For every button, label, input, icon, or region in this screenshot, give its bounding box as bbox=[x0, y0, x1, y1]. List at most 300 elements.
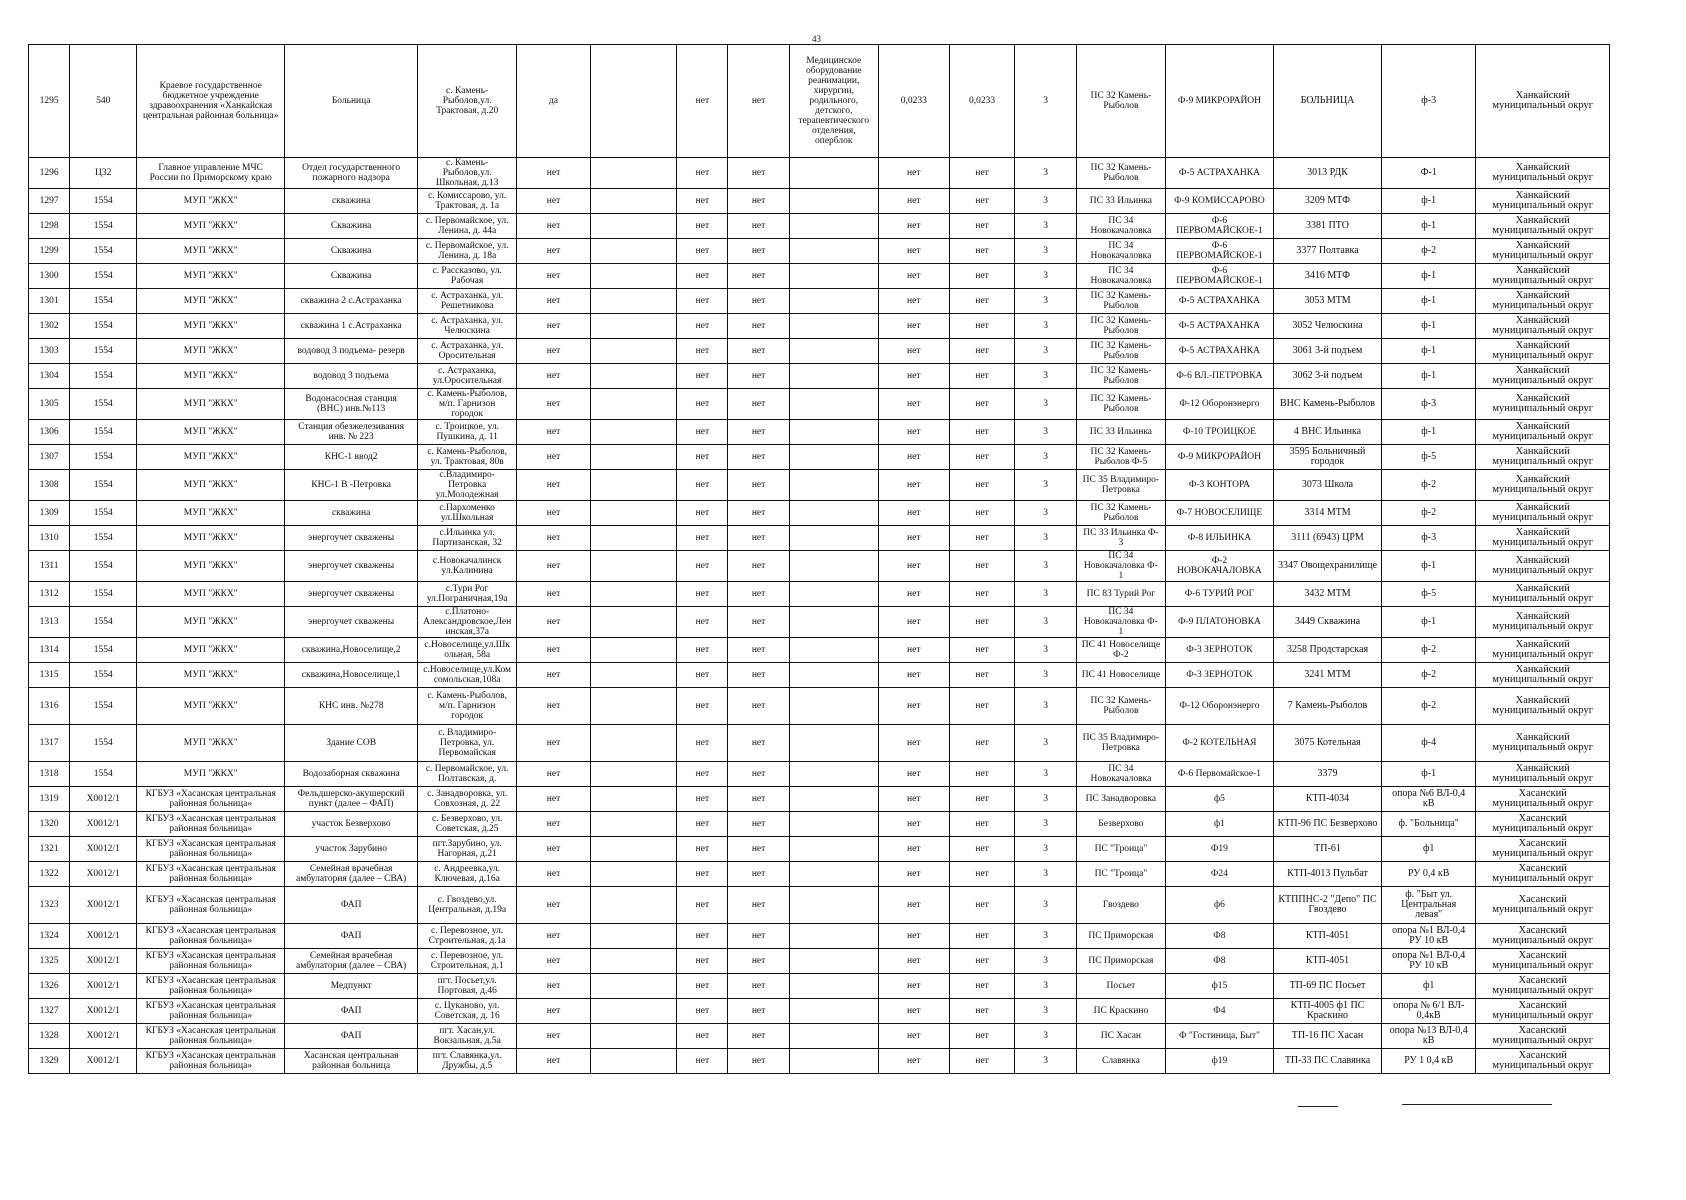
cell-value-1: нет bbox=[878, 974, 949, 999]
table-row bbox=[29, 339, 1610, 364]
cell-district: Ханкайский муниципальный округ bbox=[1476, 470, 1610, 501]
cell-row-number: 1298 bbox=[29, 214, 70, 239]
cell-substation: ПС 32 Камень- Рыболов bbox=[1076, 289, 1165, 314]
cell-col-9: нет bbox=[728, 289, 789, 314]
cell-row-number: 1306 bbox=[29, 420, 70, 445]
cell-transformer-point: КТП-4005 ф1 ПС Краскино bbox=[1273, 999, 1381, 1024]
cell-address: с.Тури Рог ул.Пограничная,19а bbox=[417, 582, 517, 607]
cell-transformer-point: ТП-33 ПС Славянка bbox=[1273, 1049, 1381, 1074]
cell-value-1: нет bbox=[878, 924, 949, 949]
table-row bbox=[29, 1024, 1610, 1049]
cell-value-2: нет bbox=[949, 949, 1015, 974]
cell-col-6: нет bbox=[517, 999, 590, 1024]
cell-substation: ПС 83 Турий Рог bbox=[1076, 582, 1165, 607]
cell-col-6: нет bbox=[517, 862, 590, 887]
cell-value-2: нет bbox=[949, 725, 1015, 762]
cell-col-7 bbox=[590, 862, 677, 887]
cell-feeder: Ф8 bbox=[1165, 924, 1273, 949]
cell-feeder: Ф-6 ПЕРВОМАЙСКОЕ-1 bbox=[1165, 264, 1273, 289]
cell-line: ф. "Быт ул. Центральная левая" bbox=[1382, 887, 1476, 924]
cell-transformer-point: БОЛЬНИЦА bbox=[1273, 45, 1381, 158]
cell-col-8: нет bbox=[677, 264, 728, 289]
cell-row-number: 1308 bbox=[29, 470, 70, 501]
cell-value-2: нет bbox=[949, 158, 1015, 189]
cell-transformer-point: КТППНС-2 "Депо" ПС Гвоздево bbox=[1273, 887, 1381, 924]
cell-organization: МУП "ЖКХ" bbox=[137, 389, 285, 420]
cell-value-1: нет bbox=[878, 638, 949, 663]
cell-col-7 bbox=[590, 364, 677, 389]
cell-row-number: 1309 bbox=[29, 501, 70, 526]
cell-object-name: Скважина bbox=[285, 214, 417, 239]
cell-col-7 bbox=[590, 339, 677, 364]
cell-col-8: нет bbox=[677, 999, 728, 1024]
cell-substation: ПС 35 Владимиро- Петровка bbox=[1076, 725, 1165, 762]
cell-col-7 bbox=[590, 638, 677, 663]
cell-district: Ханкайский муниципальный округ bbox=[1476, 339, 1610, 364]
table-row bbox=[29, 1049, 1610, 1074]
cell-value-1: нет bbox=[878, 239, 949, 264]
cell-row-number: 1323 bbox=[29, 887, 70, 924]
cell-district: Ханкайский муниципальный округ bbox=[1476, 264, 1610, 289]
cell-substation: ПС 32 Камень- Рыболов bbox=[1076, 688, 1165, 725]
cell-object-name: Фельдшерско-акушерский пункт (далее – ФАП) bbox=[285, 787, 417, 812]
cell-col-8: нет bbox=[677, 314, 728, 339]
cell-col-6: нет bbox=[517, 1049, 590, 1074]
cell-col-9: нет bbox=[728, 837, 789, 862]
cell-col-7 bbox=[590, 289, 677, 314]
cell-value-1: нет bbox=[878, 289, 949, 314]
cell-feeder: Ф-2 НОВОКАЧАЛОВКА bbox=[1165, 551, 1273, 582]
cell-organization: МУП "ЖКХ" bbox=[137, 582, 285, 607]
cell-transformer-point: ТП-69 ПС Посьет bbox=[1273, 974, 1381, 999]
cell-col-8: нет bbox=[677, 607, 728, 638]
cell-col-7 bbox=[590, 551, 677, 582]
cell-category: 3 bbox=[1015, 607, 1076, 638]
cell-col-8: нет bbox=[677, 762, 728, 787]
cell-value-2: нет bbox=[949, 762, 1015, 787]
cell-object-name: энергоучет скважены bbox=[285, 526, 417, 551]
cell-object-name: Скважина bbox=[285, 264, 417, 289]
cell-col-7 bbox=[590, 924, 677, 949]
cell-category: 3 bbox=[1015, 862, 1076, 887]
cell-value-2: нет bbox=[949, 239, 1015, 264]
cell-district: Ханкайский муниципальный округ bbox=[1476, 607, 1610, 638]
cell-col-7 bbox=[590, 887, 677, 924]
cell-category: 3 bbox=[1015, 812, 1076, 837]
cell-code: 1554 bbox=[70, 264, 137, 289]
cell-equipment bbox=[789, 887, 878, 924]
cell-col-9: нет bbox=[728, 949, 789, 974]
cell-substation: ПС 34 Новокачаловка bbox=[1076, 264, 1165, 289]
cell-col-8: нет bbox=[677, 501, 728, 526]
cell-object-name: водовод 3 подъема- резерв bbox=[285, 339, 417, 364]
cell-equipment bbox=[789, 924, 878, 949]
cell-address: с.Владимиро- Петровка ул.Молодежная bbox=[417, 470, 517, 501]
cell-value-1: нет bbox=[878, 862, 949, 887]
cell-district: Хасанский муниципальный округ bbox=[1476, 887, 1610, 924]
cell-organization: КГБУЗ «Хасанская центральная районная больница» bbox=[137, 1024, 285, 1049]
cell-row-number: 1328 bbox=[29, 1024, 70, 1049]
cell-organization: МУП "ЖКХ" bbox=[137, 501, 285, 526]
cell-address: с. Астраханка, ул. Решетникова bbox=[417, 289, 517, 314]
cell-object-name: ФАП bbox=[285, 1024, 417, 1049]
cell-row-number: 1319 bbox=[29, 787, 70, 812]
cell-address: с. Рассказово, ул. Рабочая bbox=[417, 264, 517, 289]
cell-feeder: Ф-6 Первомайское-1 bbox=[1165, 762, 1273, 787]
cell-value-1: нет bbox=[878, 1049, 949, 1074]
cell-organization: КГБУЗ «Хасанская центральная районная больница» bbox=[137, 924, 285, 949]
cell-col-9: нет bbox=[728, 999, 789, 1024]
cell-address: с. Цуканово, ул. Советская, д. 16 bbox=[417, 999, 517, 1024]
cell-col-9: нет bbox=[728, 264, 789, 289]
cell-row-number: 1311 bbox=[29, 551, 70, 582]
table-row bbox=[29, 663, 1610, 688]
cell-value-1: 0,0233 bbox=[878, 45, 949, 158]
cell-substation: ПС 33 Ильинка Ф- 3 bbox=[1076, 526, 1165, 551]
cell-col-7 bbox=[590, 501, 677, 526]
cell-col-6: нет bbox=[517, 364, 590, 389]
cell-col-7 bbox=[590, 999, 677, 1024]
cell-value-2: нет bbox=[949, 501, 1015, 526]
cell-feeder: Ф8 bbox=[1165, 949, 1273, 974]
cell-category: 3 bbox=[1015, 924, 1076, 949]
cell-equipment bbox=[789, 582, 878, 607]
cell-col-7 bbox=[590, 45, 677, 158]
cell-row-number: 1297 bbox=[29, 189, 70, 214]
cell-col-6: нет bbox=[517, 551, 590, 582]
cell-organization: Краевое государственное бюджетное учреждение здравоохранения «Ханкайская центральная районная больница» bbox=[137, 45, 285, 158]
cell-district: Ханкайский муниципальный округ bbox=[1476, 239, 1610, 264]
scan-artifact-line bbox=[1402, 1104, 1552, 1105]
cell-category: 3 bbox=[1015, 582, 1076, 607]
cell-substation: ПС 34 Новокачаловка Ф- 1 bbox=[1076, 607, 1165, 638]
table-row bbox=[29, 420, 1610, 445]
cell-feeder: ф1 bbox=[1165, 812, 1273, 837]
cell-feeder: Ф4 bbox=[1165, 999, 1273, 1024]
cell-line: ф-2 bbox=[1382, 663, 1476, 688]
cell-col-9: нет bbox=[728, 445, 789, 470]
cell-substation: Гвоздево bbox=[1076, 887, 1165, 924]
cell-value-2: нет bbox=[949, 812, 1015, 837]
table-body bbox=[29, 45, 1610, 1074]
cell-feeder: Ф-6 ТУРИЙ РОГ bbox=[1165, 582, 1273, 607]
cell-col-9: нет bbox=[728, 607, 789, 638]
cell-value-2: 0,0233 bbox=[949, 45, 1015, 158]
cell-organization: КГБУЗ «Хасанская центральная районная больница» bbox=[137, 949, 285, 974]
cell-substation: ПС Занадворовка bbox=[1076, 787, 1165, 812]
cell-value-2: нет bbox=[949, 688, 1015, 725]
cell-col-6: нет bbox=[517, 339, 590, 364]
cell-col-9: нет bbox=[728, 551, 789, 582]
cell-row-number: 1312 bbox=[29, 582, 70, 607]
cell-substation: ПС Хасан bbox=[1076, 1024, 1165, 1049]
cell-substation: Безверхово bbox=[1076, 812, 1165, 837]
cell-equipment bbox=[789, 787, 878, 812]
cell-category: 3 bbox=[1015, 638, 1076, 663]
cell-col-6: нет bbox=[517, 887, 590, 924]
cell-equipment bbox=[789, 314, 878, 339]
cell-value-2: нет bbox=[949, 1049, 1015, 1074]
cell-row-number: 1316 bbox=[29, 688, 70, 725]
cell-object-name: Скважина bbox=[285, 239, 417, 264]
cell-address: с. Андреевка,ул. Ключевая, д.16а bbox=[417, 862, 517, 887]
cell-col-9: нет bbox=[728, 924, 789, 949]
cell-organization: МУП "ЖКХ" bbox=[137, 289, 285, 314]
cell-equipment bbox=[789, 999, 878, 1024]
cell-feeder: Ф-6 ПЕРВОМАЙСКОЕ-1 bbox=[1165, 239, 1273, 264]
cell-row-number: 1299 bbox=[29, 239, 70, 264]
cell-address: с. Владимиро- Петровка, ул. Первомайская bbox=[417, 725, 517, 762]
cell-value-2: нет bbox=[949, 607, 1015, 638]
cell-value-1: нет bbox=[878, 526, 949, 551]
cell-category: 3 bbox=[1015, 189, 1076, 214]
cell-district: Хасанский муниципальный округ bbox=[1476, 924, 1610, 949]
cell-object-name: скважина 1 с.Астраханка bbox=[285, 314, 417, 339]
cell-code: 1554 bbox=[70, 688, 137, 725]
cell-line: ф-1 bbox=[1382, 762, 1476, 787]
cell-equipment bbox=[789, 762, 878, 787]
cell-transformer-point: 3416 МТФ bbox=[1273, 264, 1381, 289]
cell-code: 1554 bbox=[70, 663, 137, 688]
cell-col-8: нет bbox=[677, 239, 728, 264]
table-row bbox=[29, 189, 1610, 214]
cell-row-number: 1322 bbox=[29, 862, 70, 887]
cell-transformer-point: 3377 Полтавка bbox=[1273, 239, 1381, 264]
cell-line: ф-2 bbox=[1382, 638, 1476, 663]
cell-value-1: нет bbox=[878, 189, 949, 214]
cell-col-8: нет bbox=[677, 420, 728, 445]
cell-address: с. Комиссарово, ул. Трактовая, д. 1а bbox=[417, 189, 517, 214]
cell-row-number: 1313 bbox=[29, 607, 70, 638]
cell-equipment bbox=[789, 974, 878, 999]
cell-substation: ПС 32 Камень- Рыболов Ф-5 bbox=[1076, 445, 1165, 470]
cell-substation: Славянка bbox=[1076, 1049, 1165, 1074]
cell-district: Хасанский муниципальный округ bbox=[1476, 1049, 1610, 1074]
cell-line: ф-2 bbox=[1382, 501, 1476, 526]
cell-transformer-point: ВНС Камень-Рыболов bbox=[1273, 389, 1381, 420]
cell-substation: ПС 34 Новокачаловка Ф- 1 bbox=[1076, 551, 1165, 582]
table-row bbox=[29, 862, 1610, 887]
cell-address: с. Троицкое, ул. Пушкина, д. 11 bbox=[417, 420, 517, 445]
cell-col-8: нет bbox=[677, 45, 728, 158]
cell-line: ф-1 bbox=[1382, 364, 1476, 389]
cell-col-7 bbox=[590, 663, 677, 688]
cell-col-6: нет bbox=[517, 158, 590, 189]
cell-value-1: нет bbox=[878, 725, 949, 762]
cell-col-8: нет bbox=[677, 887, 728, 924]
cell-transformer-point: 3209 МТФ bbox=[1273, 189, 1381, 214]
cell-col-9: нет bbox=[728, 688, 789, 725]
cell-line: ф1 bbox=[1382, 837, 1476, 862]
cell-row-number: 1304 bbox=[29, 364, 70, 389]
cell-object-name: участок Безверхово bbox=[285, 812, 417, 837]
cell-line: ф-3 bbox=[1382, 45, 1476, 158]
cell-line: опора №1 ВЛ-0,4 РУ 10 кВ bbox=[1382, 924, 1476, 949]
cell-category: 3 bbox=[1015, 663, 1076, 688]
cell-organization: Главное управление МЧС России по Приморскому краю bbox=[137, 158, 285, 189]
cell-value-1: нет bbox=[878, 551, 949, 582]
cell-category: 3 bbox=[1015, 364, 1076, 389]
cell-organization: МУП "ЖКХ" bbox=[137, 688, 285, 725]
cell-row-number: 1329 bbox=[29, 1049, 70, 1074]
table-row bbox=[29, 526, 1610, 551]
cell-col-6: нет bbox=[517, 289, 590, 314]
cell-col-7 bbox=[590, 949, 677, 974]
cell-col-7 bbox=[590, 314, 677, 339]
cell-equipment bbox=[789, 1024, 878, 1049]
cell-category: 3 bbox=[1015, 239, 1076, 264]
cell-equipment bbox=[789, 607, 878, 638]
cell-value-2: нет bbox=[949, 582, 1015, 607]
cell-feeder: ф19 bbox=[1165, 1049, 1273, 1074]
cell-object-name: КНС инв. №278 bbox=[285, 688, 417, 725]
table-row bbox=[29, 688, 1610, 725]
cell-substation: ПС 33 Ильинка bbox=[1076, 420, 1165, 445]
cell-transformer-point: 3381 ПТО bbox=[1273, 214, 1381, 239]
cell-equipment bbox=[789, 837, 878, 862]
cell-row-number: 1302 bbox=[29, 314, 70, 339]
cell-feeder: Ф-5 АСТРАХАНКА bbox=[1165, 158, 1273, 189]
cell-organization: МУП "ЖКХ" bbox=[137, 364, 285, 389]
cell-value-1: нет bbox=[878, 887, 949, 924]
cell-equipment bbox=[789, 663, 878, 688]
cell-col-9: нет bbox=[728, 638, 789, 663]
cell-equipment bbox=[789, 389, 878, 420]
cell-equipment bbox=[789, 339, 878, 364]
cell-category: 3 bbox=[1015, 688, 1076, 725]
table-row bbox=[29, 158, 1610, 189]
table-row bbox=[29, 289, 1610, 314]
cell-organization: МУП "ЖКХ" bbox=[137, 314, 285, 339]
cell-substation: ПС 32 Камень- Рыболов bbox=[1076, 339, 1165, 364]
cell-value-1: нет bbox=[878, 607, 949, 638]
cell-value-1: нет bbox=[878, 762, 949, 787]
cell-feeder: Ф-2 КОТЕЛЬНАЯ bbox=[1165, 725, 1273, 762]
cell-district: Ханкайский муниципальный округ bbox=[1476, 214, 1610, 239]
cell-transformer-point: 3111 (6943) ЦРМ bbox=[1273, 526, 1381, 551]
cell-line: ф-1 bbox=[1382, 339, 1476, 364]
cell-col-7 bbox=[590, 189, 677, 214]
cell-district: Ханкайский муниципальный округ bbox=[1476, 364, 1610, 389]
cell-substation: ПС 32 Камень- Рыболов bbox=[1076, 389, 1165, 420]
cell-col-9: нет bbox=[728, 1049, 789, 1074]
cell-row-number: 1315 bbox=[29, 663, 70, 688]
cell-address: с. Астраханка, ул. Оросительная bbox=[417, 339, 517, 364]
cell-category: 3 bbox=[1015, 389, 1076, 420]
table-row bbox=[29, 364, 1610, 389]
cell-col-9: нет bbox=[728, 812, 789, 837]
cell-feeder: ф6 bbox=[1165, 887, 1273, 924]
cell-col-8: нет bbox=[677, 189, 728, 214]
cell-col-9: нет bbox=[728, 887, 789, 924]
cell-substation: ПС 41 Новоселище bbox=[1076, 663, 1165, 688]
cell-address: с. Гвоздево,ул. Центральная, д.19а bbox=[417, 887, 517, 924]
cell-district: Ханкайский муниципальный округ bbox=[1476, 501, 1610, 526]
cell-substation: ПС 32 Камень- Рыболов bbox=[1076, 45, 1165, 158]
cell-value-1: нет bbox=[878, 837, 949, 862]
cell-line: ф-1 bbox=[1382, 189, 1476, 214]
cell-col-9: нет bbox=[728, 314, 789, 339]
cell-object-name: скважина,Новоселище,1 bbox=[285, 663, 417, 688]
cell-col-9: нет bbox=[728, 862, 789, 887]
cell-col-7 bbox=[590, 607, 677, 638]
cell-col-6: нет bbox=[517, 949, 590, 974]
cell-organization: МУП "ЖКХ" bbox=[137, 470, 285, 501]
cell-col-6: нет bbox=[517, 812, 590, 837]
cell-code: Х0012/1 bbox=[70, 949, 137, 974]
cell-organization: КГБУЗ «Хасанская центральная районная больница» bbox=[137, 787, 285, 812]
cell-feeder: Ф-9 ПЛАТОНОВКА bbox=[1165, 607, 1273, 638]
cell-object-name: скважина bbox=[285, 189, 417, 214]
cell-col-8: нет bbox=[677, 289, 728, 314]
cell-district: Ханкайский муниципальный округ bbox=[1476, 158, 1610, 189]
cell-transformer-point: 3595 Больничный городок bbox=[1273, 445, 1381, 470]
cell-organization: КГБУЗ «Хасанская центральная районная больница» bbox=[137, 1049, 285, 1074]
cell-code: 1554 bbox=[70, 501, 137, 526]
cell-col-6: нет bbox=[517, 526, 590, 551]
table-row bbox=[29, 45, 1610, 158]
cell-row-number: 1324 bbox=[29, 924, 70, 949]
cell-category: 3 bbox=[1015, 1024, 1076, 1049]
cell-value-2: нет bbox=[949, 189, 1015, 214]
cell-category: 3 bbox=[1015, 526, 1076, 551]
cell-district: Хасанский муниципальный округ bbox=[1476, 1024, 1610, 1049]
cell-col-8: нет bbox=[677, 445, 728, 470]
cell-col-9: нет bbox=[728, 725, 789, 762]
cell-district: Ханкайский муниципальный округ bbox=[1476, 582, 1610, 607]
cell-col-6: нет bbox=[517, 762, 590, 787]
cell-object-name: Семейная врачебная амбулатория (далее – СВА) bbox=[285, 862, 417, 887]
cell-col-9: нет bbox=[728, 214, 789, 239]
cell-equipment bbox=[789, 1049, 878, 1074]
data-table bbox=[28, 44, 1610, 1074]
table-row bbox=[29, 924, 1610, 949]
cell-line: ф-3 bbox=[1382, 389, 1476, 420]
cell-substation: ПС "Троица" bbox=[1076, 837, 1165, 862]
cell-equipment bbox=[789, 470, 878, 501]
cell-value-2: нет bbox=[949, 420, 1015, 445]
cell-address: с.Платоно- Александровское,Лен инская,37а bbox=[417, 607, 517, 638]
cell-line: опора №6 ВЛ-0,4 кВ bbox=[1382, 787, 1476, 812]
cell-code: Х0012/1 bbox=[70, 974, 137, 999]
cell-code: Х0012/1 bbox=[70, 812, 137, 837]
cell-col-7 bbox=[590, 158, 677, 189]
cell-district: Ханкайский муниципальный округ bbox=[1476, 688, 1610, 725]
cell-transformer-point: 3062 3-й подъем bbox=[1273, 364, 1381, 389]
cell-equipment bbox=[789, 526, 878, 551]
cell-value-2: нет bbox=[949, 339, 1015, 364]
table-row bbox=[29, 239, 1610, 264]
cell-col-7 bbox=[590, 389, 677, 420]
cell-transformer-point: 3061 3-й подъем bbox=[1273, 339, 1381, 364]
cell-value-1: нет bbox=[878, 1024, 949, 1049]
cell-col-7 bbox=[590, 470, 677, 501]
cell-substation: ПС "Троица" bbox=[1076, 862, 1165, 887]
cell-col-8: нет bbox=[677, 364, 728, 389]
cell-organization: МУП "ЖКХ" bbox=[137, 214, 285, 239]
cell-equipment bbox=[789, 158, 878, 189]
cell-address: с. Камень-Рыболов, м/п. Гарнизон городок bbox=[417, 389, 517, 420]
cell-object-name: Больница bbox=[285, 45, 417, 158]
cell-line: ф-5 bbox=[1382, 445, 1476, 470]
cell-col-7 bbox=[590, 264, 677, 289]
cell-col-7 bbox=[590, 762, 677, 787]
cell-line: опора №1 ВЛ-0,4 РУ 10 кВ bbox=[1382, 949, 1476, 974]
cell-transformer-point: КТП-4013 Пульбат bbox=[1273, 862, 1381, 887]
cell-value-2: нет bbox=[949, 526, 1015, 551]
cell-address: с.Пархоменко ул.Школьная bbox=[417, 501, 517, 526]
cell-col-9: нет bbox=[728, 420, 789, 445]
